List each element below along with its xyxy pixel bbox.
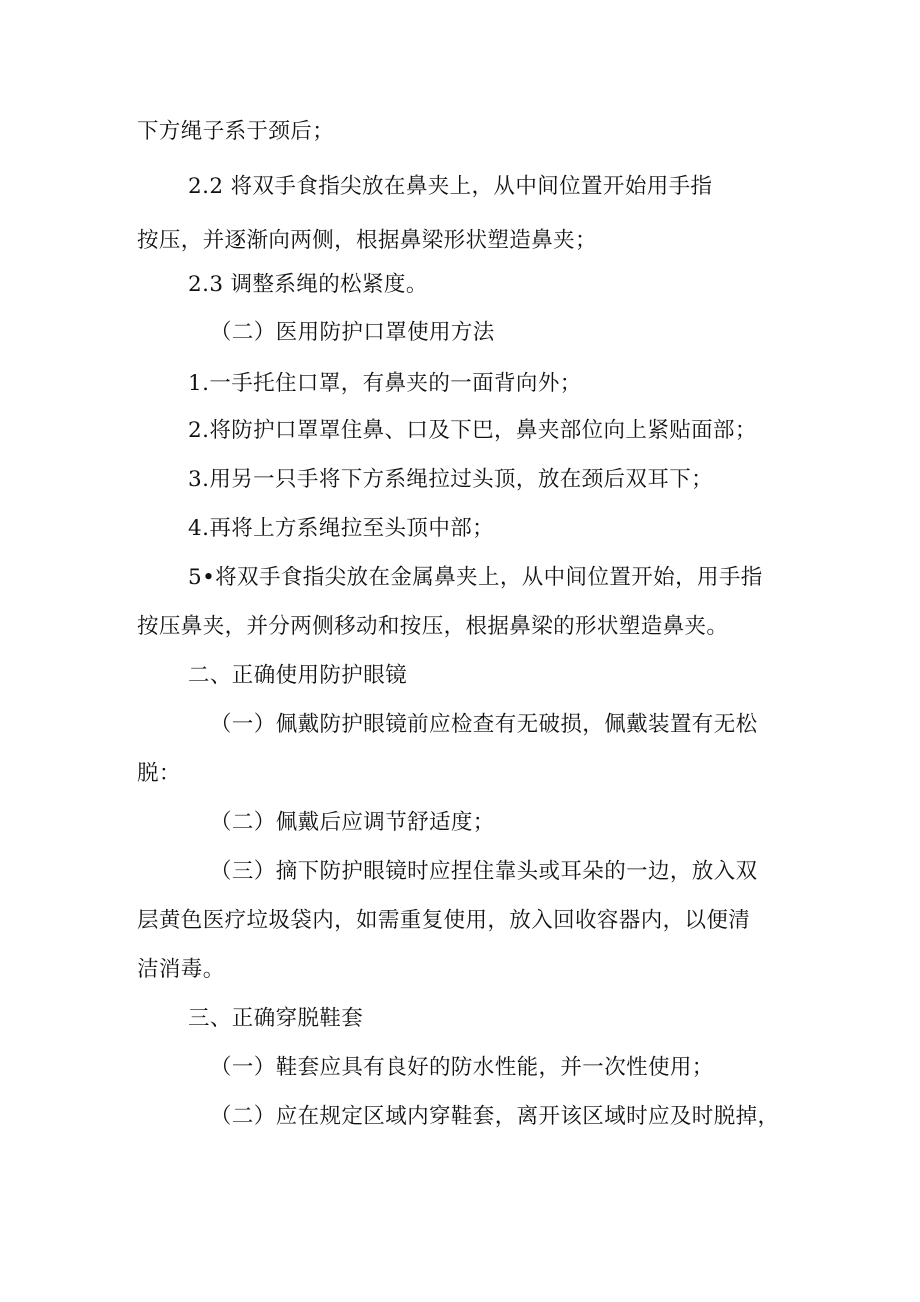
text-line: 脱： [137,761,181,786]
text-line: 按压鼻夹，并分两侧移动和按压，根据鼻梁的形状塑造鼻夹。 [137,614,729,639]
text-line: 4.再将上方系绳拉至头顶中部； [188,516,495,541]
text-line: 2.2 将双手食指尖放在鼻夹上，从中间位置开始用手指 [188,174,713,199]
text-line: 按压，并逐渐向两侧，根据鼻梁形状塑造鼻夹； [137,228,597,253]
text-line: 1.一手托住口罩，有鼻夹的一面背向外； [188,371,582,396]
section-heading: 二、正确使用防护眼镜 [188,663,408,688]
text-line: 下方绳子系于颈后； [137,119,335,144]
section-heading: 三、正确穿脱鞋套 [188,1006,364,1031]
text-line: 洁消毒。 [137,957,225,982]
text-line: 层黄色医疗垃圾袋内，如需重复使用，放入回收容器内，以便清 [137,908,751,933]
text-line: 2.3 调整系绳的松紧度。 [188,272,428,297]
text-line: （二）应在规定区域内穿鞋套，离开该区域时应及时脱掉， [210,1104,780,1129]
section-heading: （二）医用防护口罩使用方法 [210,320,495,345]
text-line: （一）佩戴防护眼镜前应检查有无破损，佩戴装置有无松 [210,712,758,737]
text-line: 5•将双手食指尖放在金属鼻夹上，从中间位置开始，用手指 [188,565,763,590]
text-line: （二）佩戴后应调节舒适度； [210,810,495,835]
text-line: （三）摘下防护眼镜时应捏住靠头或耳朵的一边，放入双 [210,859,758,884]
text-line: 2.将防护口罩罩住鼻、口及下巴，鼻夹部位向上紧贴面部； [188,418,757,443]
text-line: （一）鞋套应具有良好的防水性能，并一次性使用； [210,1055,714,1080]
text-line: 3.用另一只手将下方系绳拉过头顶，放在颈后双耳下； [188,467,714,492]
